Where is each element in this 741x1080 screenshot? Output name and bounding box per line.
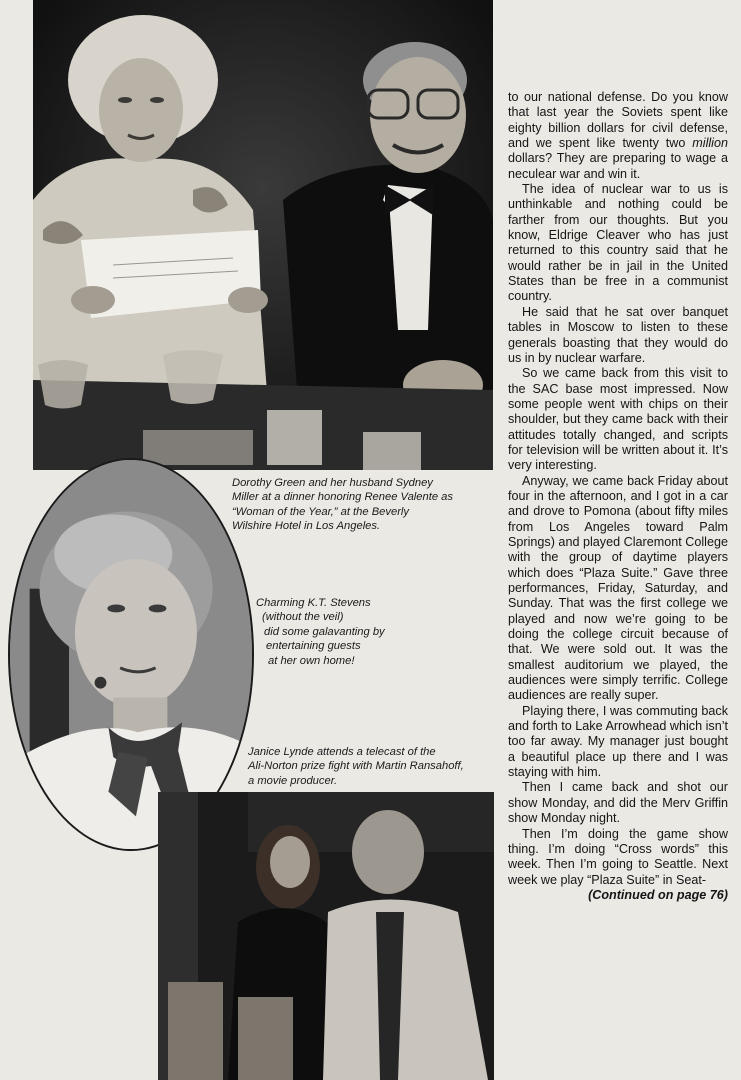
article-paragraph <box>508 90 728 182</box>
caption-oval-portrait <box>256 596 385 668</box>
continued-note: (Continued on page 76) <box>588 887 728 902</box>
caption-line: Janice Lynde attends a telecast of the <box>248 746 436 758</box>
caption-line: at her own home! <box>268 654 355 667</box>
article-text: to our national defense. Do you know that last year the Soviets spent like eighty billion dollars for civil defense, and we spent like twenty two <box>508 90 728 151</box>
article-text: dollars? They are preparing to wage a neculear war and win it. <box>508 151 728 181</box>
article-body <box>508 90 728 903</box>
caption-line: (without the veil) <box>262 611 344 624</box>
article-emphasis: million <box>692 136 728 151</box>
article-paragraph <box>508 826 728 902</box>
photo-dinner-couple <box>33 0 493 470</box>
caption-line: a movie producer. <box>248 774 338 787</box>
caption-dinner-couple <box>232 476 453 534</box>
caption-line: “Woman of the Year,” at the Beverly <box>232 505 410 518</box>
caption-line: did some galavanting by <box>264 625 385 638</box>
article-paragraph: Playing there, I was commuting back and forth to Lake Arrowhead which isn’t too far away. My manager just bought a beautiful place up there and I was staying with him. <box>508 703 728 780</box>
article-text: Then I’m doing the game show thing. I’m doing “Cross words” this week. Then I’m going to Seattle. Next week we play “Plaza Suite” in Seat- <box>508 826 728 887</box>
caption-line: Wilshire Hotel in Los Angeles. <box>232 520 381 533</box>
article-paragraph: So we came back from this visit to the SAC base most impressed. Now some people went with chips on their shoulder, but they came back with their attitudes totally changed, and scripts for television will be written about it. It’s very interesting. <box>508 366 728 473</box>
caption-line: Miller at a dinner honoring Renee Valente as <box>232 491 453 504</box>
caption-line: Ali-Norton prize fight with Martin Ransahoff, <box>248 760 464 773</box>
photo-fight-telecast <box>158 792 494 1080</box>
caption-line: Charming K.T. Stevens <box>256 597 371 609</box>
caption-line: entertaining guests <box>266 640 361 653</box>
article-paragraph: Then I came back and shot our show Monday, and did the Merv Griffin show Monday night. <box>508 780 728 826</box>
caption-fight-telecast <box>248 745 464 788</box>
article-paragraph: Anyway, we came back Friday about four in the afternoon, and I got in a car and drove to Pomona (about fifty miles from Los Angeles toward Palm Springs) and played Claremont College with the group of daytime players which does “Plaza Suite.” Gave three performances, Friday, Saturday, and Sunday. That was the first college we played and now we’re going to be doing the college circuit because of that. We were sold out. It was the smallest auditorium we played, the audiences were simply terrific. College audiences are really super. <box>508 473 728 703</box>
article-paragraph: He said that he sat over banquet tables in Moscow to listen to these generals boasting that they would do us in by nuclear warfare. <box>508 304 728 365</box>
caption-line: Dorothy Green and her husband Sydney <box>232 477 433 489</box>
article-paragraph: The idea of nuclear war to us is unthinkable and nothing could be farther from our thoughts. But you know, Eldrige Cleaver who has just returned to this country said that he would rather be in jail in the United States than be free in a communist country. <box>508 182 728 304</box>
